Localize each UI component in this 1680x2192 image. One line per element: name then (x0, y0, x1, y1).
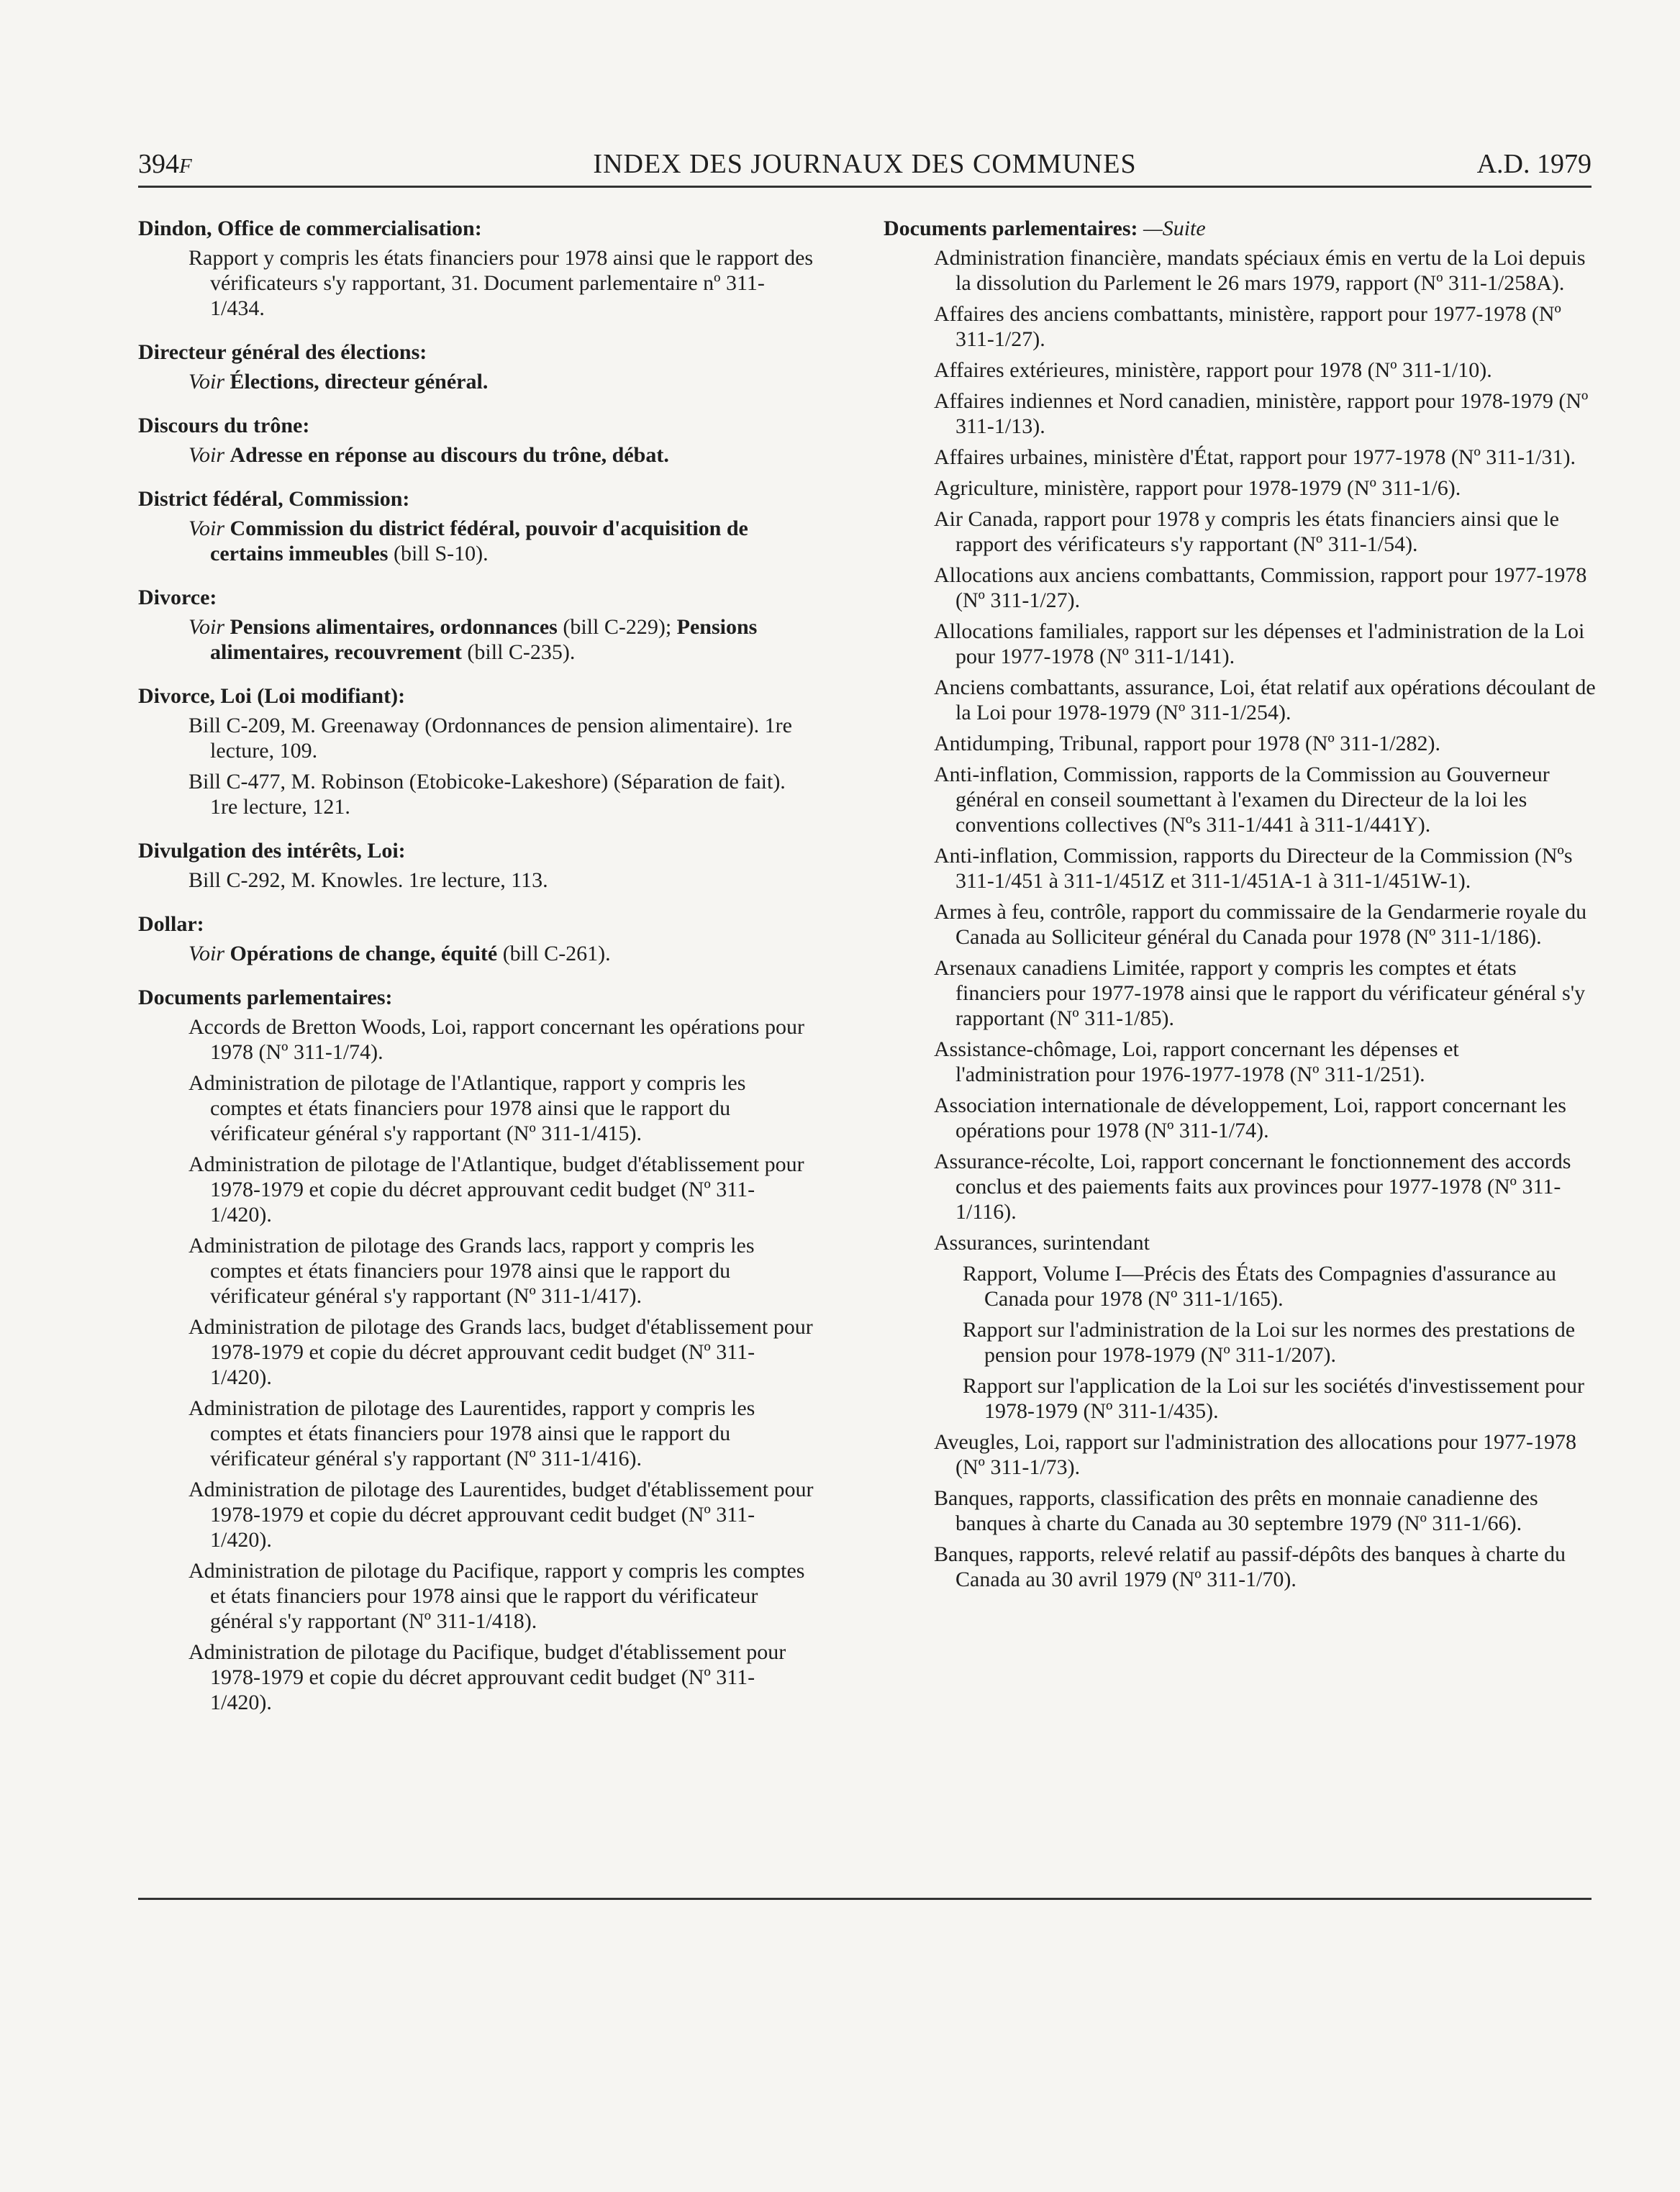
cross-reference (163, 614, 814, 665)
index-section-divorce-loi (138, 683, 814, 819)
index-entry: Air Canada, rapport pour 1978 y compris les états financiers ainsi que le rapport des vérificateurs s'y rapportant (Nº 311-1/54). (934, 507, 1559, 556)
index-entry: Allocations aux anciens combattants, Commission, rapport pour 1977-1978 (Nº 311-1/27). (934, 563, 1587, 612)
index-entry: Assistance-chômage, Loi, rapport concernant les dépenses et l'administration pour 1976-1977-1978 (Nº 311-1/251). (934, 1037, 1459, 1086)
cross-reference-target: Commission du district fédéral, pouvoir d'acquisition de certains immeubles (210, 517, 748, 565)
cross-reference-bill: (bill C-235). (461, 640, 576, 664)
running-title: INDEX DES JOURNAUX DES COMMUNES (593, 149, 1137, 179)
cross-reference-bill: (bill S-10). (388, 542, 489, 565)
cross-reference (163, 442, 814, 468)
index-entry: Bill C-477, M. Robinson (Etobicoke-Lakeshore) (Séparation de fait). 1re lecture, 121. (189, 770, 786, 819)
index-entry: Anti-inflation, Commission, rapports de la Commission au Gouverneur général en conseil soumettant à l'examen du Directeur de la loi les conventions collectives (Nºs 311-1/441 à 311-1/441Y). (934, 763, 1550, 837)
index-section-dollar (138, 911, 814, 966)
voir-label: Voir (189, 615, 225, 639)
index-entry: Anciens combattants, assurance, Loi, état relatif aux opérations découlant de la Loi pour 1978-1979 (Nº 311-1/254). (934, 676, 1596, 724)
index-entry: Assurances, surintendant (934, 1231, 1150, 1255)
voir-label: Voir (189, 942, 225, 965)
index-entry: Bill C-209, M. Greenaway (Ordonnances de pension alimentaire). 1re lecture, 109. (189, 714, 792, 763)
index-entry: Affaires urbaines, ministère d'État, rapport pour 1977-1978 (Nº 311-1/31). (934, 445, 1576, 469)
index-section-divulgation (138, 838, 814, 893)
cross-reference (163, 941, 814, 966)
index-entry: Administration financière, mandats spéciaux émis en vertu de la Loi depuis la dissolution du Parlement le 26 mars 1979, rapport (Nº 311-1/258A). (934, 246, 1586, 295)
cross-reference-target: Adresse en réponse au discours du trône, débat. (230, 443, 669, 467)
cross-reference-target: Élections, directeur général. (230, 370, 489, 394)
index-entry: Banques, rapports, relevé relatif au passif-dépôts des banques à charte du Canada au 30 avril 1979 (Nº 311-1/70). (934, 1542, 1566, 1591)
index-entry: Armes à feu, contrôle, rapport du commissaire de la Gendarmerie royale du Canada au Solliciteur général du Canada pour 1978 (Nº 311-1/186). (934, 900, 1587, 949)
index-sub-entry: Rapport sur l'application de la Loi sur les sociétés d'investissement pour 1978-1979 (Nº 311-1/435). (963, 1374, 1584, 1423)
cross-reference-bill: (bill C-229); (557, 615, 677, 639)
header-rule (138, 186, 1592, 188)
index-section-dindon (138, 216, 814, 321)
suite-label: —Suite (1138, 217, 1206, 240)
index-entry: Anti-inflation, Commission, rapports du Directeur de la Commission (Nºs 311-1/451 à 311-1/451Z et 311-1/451A-1 à 311-1/451W-1). (934, 844, 1573, 893)
index-section-discours (138, 413, 814, 468)
page-number: 394F (138, 149, 192, 179)
index-entry: Administration de pilotage des Laurentides, budget d'établissement pour 1978-1979 et copie du décret approuvant cedit budget (Nº 311-1/420). (189, 1478, 814, 1552)
footer-rule (138, 1898, 1592, 1900)
right-column (884, 216, 1596, 1598)
index-heading: Divorce: (138, 586, 217, 609)
index-heading: Directeur général des élections: (138, 340, 427, 364)
index-entry: Affaires indiennes et Nord canadien, ministère, rapport pour 1978-1979 (Nº 311-1/13). (934, 389, 1589, 438)
index-entry: Affaires extérieures, ministère, rapport pour 1978 (Nº 311-1/10). (934, 358, 1492, 382)
cross-reference-target: Pensions alimentaires, ordonnances (230, 615, 558, 639)
index-entry: Assurance-récolte, Loi, rapport concernant le fonctionnement des accords conclus et des paiements faits aux provinces pour 1977-1978 (Nº 311-1/116). (934, 1150, 1571, 1224)
index-heading: Discours du trône: (138, 414, 310, 437)
index-entry: Administration de pilotage des Grands lacs, budget d'établissement pour 1978-1979 et copie du décret approuvant cedit budget (Nº 311-1/420). (189, 1315, 813, 1389)
index-entry: Administration de pilotage du Pacifique, budget d'établissement pour 1978-1979 et copie du décret approuvant cedit budget (Nº 311-1/420). (189, 1640, 786, 1714)
index-heading: Documents parlementaires: (138, 986, 393, 1009)
index-entry: Agriculture, ministère, rapport pour 1978-1979 (Nº 311-1/6). (934, 476, 1461, 500)
index-heading-continued: Documents parlementaires: —Suite (884, 217, 1206, 240)
voir-label: Voir (189, 370, 225, 394)
index-section-documents (138, 985, 814, 1715)
index-entry: Aveugles, Loi, rapport sur l'administration des allocations pour 1977-1978 (Nº 311-1/73). (934, 1430, 1577, 1479)
index-heading: Divulgation des intérêts, Loi: (138, 839, 406, 863)
index-section-divorce (138, 585, 814, 665)
index-section-directeur (138, 340, 814, 394)
page-number-suffix: F (179, 155, 192, 178)
index-heading: District fédéral, Commission: (138, 487, 410, 511)
page-header (138, 148, 1592, 191)
index-entry: Bill C-292, M. Knowles. 1re lecture, 113. (189, 868, 548, 892)
index-entry: Administration de pilotage des Laurentides, rapport y compris les comptes et états financiers pour 1978 ainsi que le rapport du vérificateur général s'y rapportant (Nº 311-1/416). (189, 1396, 755, 1470)
index-sub-entry: Rapport, Volume I—Précis des États des Compagnies d'assurance au Canada pour 1978 (Nº 311-1/165). (963, 1262, 1556, 1311)
index-entry: Administration de pilotage du Pacifique, rapport y compris les comptes et états financiers pour 1978 ainsi que le rapport du vérificateur général s'y rapportant (Nº 311-1/418). (189, 1559, 805, 1633)
cross-reference-target: Opérations de change, équité (230, 942, 498, 965)
index-entry: Arsenaux canadiens Limitée, rapport y compris les comptes et états financiers pour 1977-1978 ainsi que le rapport du vérificateur général s'y rapportant (Nº 311-1/85). (934, 956, 1586, 1030)
index-entry: Affaires des anciens combattants, ministère, rapport pour 1977-1978 (Nº 311-1/27). (934, 302, 1561, 351)
index-entry: Antidumping, Tribunal, rapport pour 1978 (Nº 311-1/282). (934, 732, 1440, 755)
cross-reference-target: Pensions alimentaires, recouvrement (210, 615, 758, 664)
voir-label: Voir (189, 443, 225, 467)
running-year: A.D. 1979 (1476, 149, 1592, 179)
voir-label: Voir (189, 517, 225, 540)
index-entry: Accords de Bretton Woods, Loi, rapport concernant les opérations pour 1978 (Nº 311-1/74). (189, 1015, 804, 1064)
index-entry: Administration de pilotage de l'Atlantique, rapport y compris les comptes et états financiers pour 1978 ainsi que le rapport du vérificateur général s'y rapportant (Nº 311-1/415). (189, 1071, 746, 1145)
index-entry: Allocations familiales, rapport sur les dépenses et l'administration de la Loi pour 1977-1978 (Nº 311-1/141). (934, 619, 1585, 668)
index-entry: Rapport y compris les états financiers pour 1978 ainsi que le rapport des vérificateurs s'y rapportant, 31. Document parlementaire nº 311-1/434. (189, 246, 814, 320)
index-entry: Administration de pilotage de l'Atlantique, budget d'établissement pour 1978-1979 et copie du décret approuvant cedit budget (Nº 311-1/420). (189, 1152, 804, 1227)
index-entry: Association internationale de développement, Loi, rapport concernant les opérations pour 1978 (Nº 311-1/74). (934, 1093, 1566, 1142)
index-entry: Administration de pilotage des Grands lacs, rapport y compris les comptes et états financiers pour 1978 ainsi que le rapport du vérificateur général s'y rapportant (Nº 311-1/417). (189, 1234, 755, 1308)
index-entry: Banques, rapports, classification des prêts en monnaie canadienne des banques à charte du Canada au 30 septembre 1979 (Nº 311-1/66). (934, 1486, 1538, 1535)
index-sub-entry: Rapport sur l'administration de la Loi sur les normes des prestations de pension pour 1978-1979 (Nº 311-1/207). (963, 1318, 1576, 1367)
cross-reference (163, 516, 814, 566)
left-column (138, 216, 814, 1734)
cross-reference (163, 369, 814, 394)
cross-reference-bill: (bill C-261). (497, 942, 611, 965)
index-section-district (138, 486, 814, 566)
index-heading: Dollar: (138, 912, 204, 936)
index-heading: Divorce, Loi (Loi modifiant): (138, 684, 406, 708)
index-heading: Dindon, Office de commercialisation: (138, 217, 482, 240)
